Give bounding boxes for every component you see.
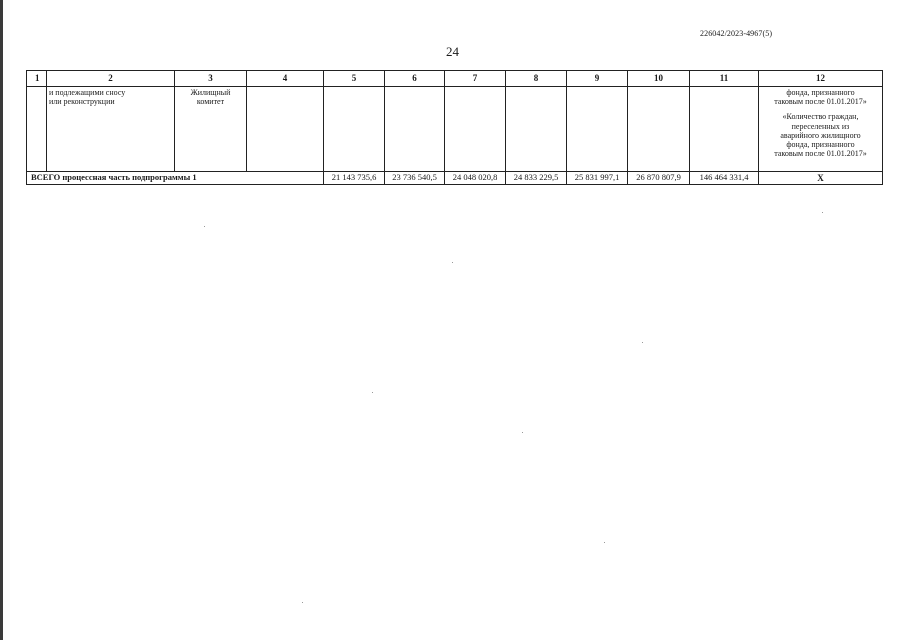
cell-col-3-line-2: комитет	[196, 97, 225, 107]
col-header-1: 1	[27, 71, 47, 87]
scan-speck	[204, 226, 205, 227]
page-number: 24	[446, 44, 459, 59]
indicator-2-line-5: таковым после 01.01.2017»	[774, 149, 867, 159]
scan-speck	[522, 432, 523, 433]
col-header-4: 4	[247, 71, 324, 87]
cell-col-10	[628, 87, 690, 172]
cell-col-3	[175, 87, 247, 172]
total-row	[27, 172, 883, 185]
document-id: 226042/2023-4967(5)	[700, 29, 773, 38]
cell-col-7	[445, 87, 506, 172]
indicator-paragraph-2	[761, 112, 880, 158]
table-row	[27, 87, 883, 172]
scan-speck	[302, 602, 303, 603]
cell-col-4	[247, 87, 324, 172]
indicator-1-line-1: фонда, признанного	[786, 88, 855, 97]
data-table	[26, 70, 883, 185]
col-header-5: 5	[324, 71, 385, 87]
total-label: ВСЕГО процессная часть подпрограммы 1	[27, 172, 324, 185]
cell-col-2	[47, 87, 175, 172]
cell-col-12	[759, 87, 883, 172]
cell-col-2-line-2: или реконструкции	[49, 97, 115, 107]
indicator-2-line-3: аварийного жилищного	[780, 130, 861, 140]
scan-speck	[452, 262, 453, 263]
indicator-paragraph-1	[761, 88, 880, 106]
indicator-2-line-1: «Количество граждан,	[782, 112, 859, 122]
col-header-12: 12	[759, 71, 883, 87]
cell-col-1	[27, 87, 47, 172]
total-value-col-8: 24 833 229,5	[506, 172, 567, 185]
total-value-col-11: 146 464 331,4	[690, 172, 759, 185]
indicator-1-line-2: таковым после 01.01.2017»	[774, 97, 867, 107]
col-header-10: 10	[628, 71, 690, 87]
cell-col-11	[690, 87, 759, 172]
total-value-col-5: 21 143 735,6	[324, 172, 385, 185]
col-header-3: 3	[175, 71, 247, 87]
cell-col-6	[385, 87, 445, 172]
scan-speck	[822, 212, 823, 213]
scan-left-edge	[0, 0, 3, 640]
total-value-col-10: 26 870 807,9	[628, 172, 690, 185]
indicator-2-line-2: переселенных из	[791, 121, 850, 131]
col-header-9: 9	[567, 71, 628, 87]
cell-col-8	[506, 87, 567, 172]
header-row	[27, 71, 883, 87]
total-value-col-6: 23 736 540,5	[385, 172, 445, 185]
col-header-8: 8	[506, 71, 567, 87]
total-value-col-7: 24 048 020,8	[445, 172, 506, 185]
cell-col-2-line-1: и подлежащими сносу	[49, 88, 126, 97]
total-value-col-9: 25 831 997,1	[567, 172, 628, 185]
col-header-6: 6	[385, 71, 445, 87]
cell-col-3-line-1: Жилищный	[190, 88, 231, 97]
indicator-2-line-4: фонда, признанного	[786, 139, 855, 149]
total-mark-col-12: X	[759, 172, 883, 185]
cell-col-9	[567, 87, 628, 172]
col-header-7: 7	[445, 71, 506, 87]
col-header-11: 11	[690, 71, 759, 87]
scan-speck	[642, 342, 643, 343]
col-header-2: 2	[47, 71, 175, 87]
cell-col-5	[324, 87, 385, 172]
scan-speck	[604, 542, 605, 543]
scan-speck	[372, 392, 373, 393]
